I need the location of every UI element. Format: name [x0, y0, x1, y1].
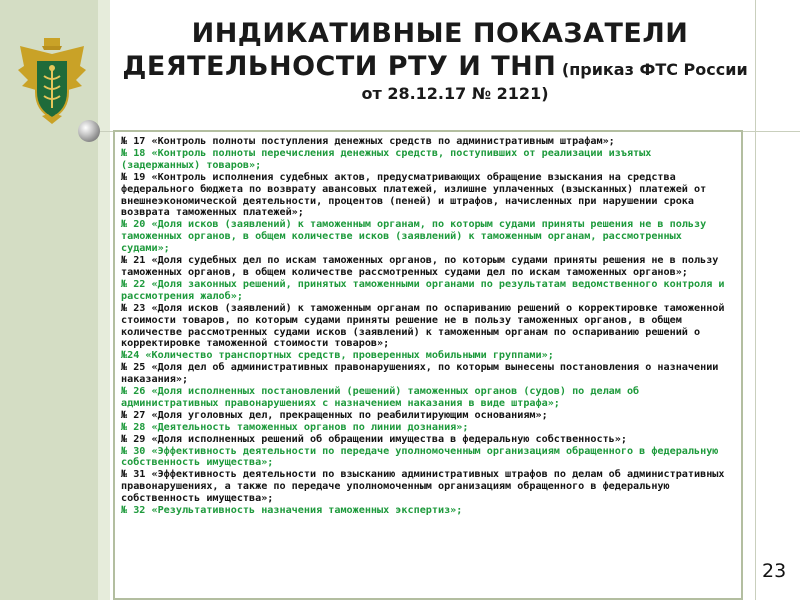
indicator-item: № 22 «Доля законных решений, принятых таможенными органами по результатам ведомственного контроля и рассмотрения жалоб»; [121, 278, 725, 302]
page-number: 23 [762, 560, 787, 582]
indicator-item: № 29 «Доля исполненных решений об обращении имущества в федеральную собственность»; [121, 433, 627, 445]
indicator-item: № 18 «Контроль полноты перечисления денежных средств, поступивших от реализации изъятых (задержанных) товаров»; [121, 147, 652, 171]
title-line-2 [110, 51, 760, 82]
indicator-item: № 30 «Эффективность деятельности по передаче уполномоченным организациям обращенного в федеральную собственность имущества»; [121, 445, 719, 469]
decorative-sphere-icon [78, 120, 100, 142]
indicator-item: № 21 «Доля судебных дел по искам таможенных органов, по которым судами приняты решения не в пользу таможенных органов, в общем количестве рассмотренных судами дел по искам таможенных органов»; [121, 255, 719, 278]
indicator-item: № 23 «Доля исков (заявлений) к таможенным органам по оспариванию решений о корректировке таможенной стоимости товаров, по которым судами приняты решение не в пользу таможенных органов, в общем количестве рассмотренных судами исков (заявлений) к таможенным органам по оспариванию решений о корректировке таможенной стоимости товаров»; [121, 302, 725, 350]
customs-emblem-icon [16, 36, 88, 126]
title-line-2-main: ДЕЯТЕЛЬНОСТИ РТУ И ТНП [122, 51, 557, 82]
indicator-item: № 31 «Эффективность деятельности по взысканию административных штрафов по делам об административных правонарушениях, а также по передаче уполномоченным организациям обращенного в федеральную собственность имущества»; [121, 469, 725, 505]
slide-title [110, 18, 760, 103]
indicator-item: № 25 «Доля дел об административных правонарушениях, по которым вынесены постановления о назначении наказания»; [121, 362, 719, 386]
title-order-date: от 28.12.17 № 2121) [361, 84, 549, 103]
indicator-item: № 20 «Доля исков (заявлений) к таможенным органам, по которым судами приняты решения не в пользу таможенных органов, в общем количестве исков (заявлений) к таможенным органам, рассмотренных судами»; [121, 219, 707, 255]
indicator-item: № 17 «Контроль полноты поступления денежных средств по административным штрафам»; [121, 136, 615, 147]
title-order-note: (приказ ФТС России [561, 60, 748, 79]
left-band-edge [98, 0, 110, 600]
indicator-item: №24 «Количество транспортных средств, проверенных мобильными группами»; [121, 350, 554, 362]
indicator-item: № 19 «Контроль исполнения судебных актов, предусматривающих обращение взыскания на средства федерального бюджета по возврату авансовых платежей, излишне уплаченных (взысканных) платежей от внешнеэкономической деятельности, процентов (пеней) и штрафов, начисленных при нарушении срока возврата таможенных платежей»; [121, 171, 707, 219]
indicator-item: № 27 «Доля уголовных дел, прекращенных по реабилитирующим основаниям»; [121, 409, 548, 421]
indicators-list [113, 130, 743, 600]
title-line-1: ИНДИКАТИВНЫЕ ПОКАЗАТЕЛИ [191, 18, 689, 49]
indicator-item: № 28 «Деятельность таможенных органов по линии дознания»; [121, 421, 469, 433]
indicator-item: № 26 «Доля исполненных постановлений (решений) таможенных органов (судов) по делам об административных правонарушениях с назначением наказания в виде штрафа»; [121, 386, 640, 409]
indicator-item: № 32 «Результативность назначения таможенных экспертиз»; [121, 505, 463, 517]
